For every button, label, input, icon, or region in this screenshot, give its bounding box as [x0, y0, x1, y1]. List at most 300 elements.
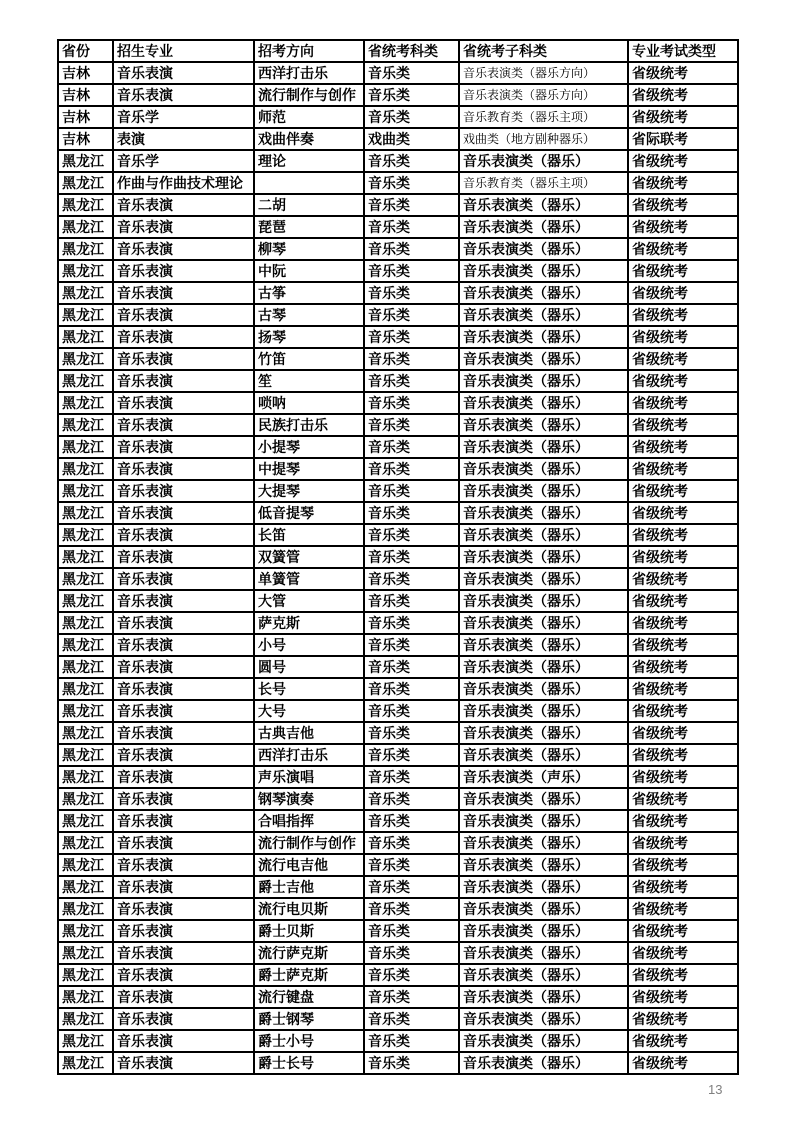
table-row	[58, 216, 738, 238]
table-row	[58, 1030, 738, 1052]
cell-province: 黑龙江	[58, 194, 113, 216]
table-row	[58, 524, 738, 546]
cell-province: 黑龙江	[58, 722, 113, 744]
cell-exam-type: 省级统考	[628, 216, 738, 238]
cell-category: 音乐类	[364, 524, 459, 546]
cell-province: 吉林	[58, 106, 113, 128]
cell-direction: 柳琴	[254, 238, 364, 260]
cell-province: 黑龙江	[58, 964, 113, 986]
cell-exam-type: 省级统考	[628, 876, 738, 898]
cell-direction: 大号	[254, 700, 364, 722]
table-row	[58, 1052, 738, 1074]
cell-province: 吉林	[58, 62, 113, 84]
cell-major: 音乐表演	[113, 810, 254, 832]
cell-exam-type: 省级统考	[628, 700, 738, 722]
table-row	[58, 788, 738, 810]
cell-province: 黑龙江	[58, 788, 113, 810]
table-row	[58, 832, 738, 854]
cell-exam-type: 省级统考	[628, 392, 738, 414]
cell-category: 音乐类	[364, 480, 459, 502]
table-row	[58, 436, 738, 458]
cell-subcategory: 音乐表演类（器乐）	[459, 1008, 628, 1030]
cell-major: 音乐表演	[113, 898, 254, 920]
cell-category: 音乐类	[364, 920, 459, 942]
cell-province: 吉林	[58, 84, 113, 106]
cell-direction: 中提琴	[254, 458, 364, 480]
cell-province: 黑龙江	[58, 436, 113, 458]
cell-province: 黑龙江	[58, 898, 113, 920]
cell-subcategory: 音乐表演类（器乐）	[459, 656, 628, 678]
cell-major: 音乐表演	[113, 1008, 254, 1030]
cell-subcategory: 音乐表演类（器乐方向）	[459, 62, 628, 84]
cell-direction: 长笛	[254, 524, 364, 546]
cell-category: 音乐类	[364, 854, 459, 876]
cell-exam-type: 省级统考	[628, 546, 738, 568]
cell-category: 音乐类	[364, 1030, 459, 1052]
cell-exam-type: 省级统考	[628, 414, 738, 436]
cell-direction: 单簧管	[254, 568, 364, 590]
cell-direction: 爵士吉他	[254, 876, 364, 898]
cell-subcategory: 音乐表演类（声乐）	[459, 766, 628, 788]
cell-major: 音乐表演	[113, 700, 254, 722]
cell-subcategory: 音乐表演类（器乐）	[459, 942, 628, 964]
table-row	[58, 876, 738, 898]
table-row	[58, 920, 738, 942]
cell-major: 音乐学	[113, 150, 254, 172]
cell-subcategory: 音乐表演类（器乐）	[459, 414, 628, 436]
cell-province: 黑龙江	[58, 370, 113, 392]
cell-major: 音乐表演	[113, 62, 254, 84]
cell-exam-type: 省级统考	[628, 458, 738, 480]
cell-subcategory: 音乐表演类（器乐）	[459, 348, 628, 370]
table-row	[58, 766, 738, 788]
cell-major: 音乐表演	[113, 480, 254, 502]
cell-province: 黑龙江	[58, 172, 113, 194]
cell-category: 音乐类	[364, 62, 459, 84]
cell-category: 音乐类	[364, 876, 459, 898]
cell-direction: 声乐演唱	[254, 766, 364, 788]
cell-exam-type: 省级统考	[628, 480, 738, 502]
cell-major: 音乐表演	[113, 260, 254, 282]
cell-major: 音乐表演	[113, 920, 254, 942]
table-row	[58, 414, 738, 436]
cell-province: 黑龙江	[58, 392, 113, 414]
cell-category: 音乐类	[364, 150, 459, 172]
table-row	[58, 634, 738, 656]
cell-major: 音乐表演	[113, 1030, 254, 1052]
cell-category: 音乐类	[364, 106, 459, 128]
cell-category: 音乐类	[364, 942, 459, 964]
cell-direction: 流行制作与创作	[254, 832, 364, 854]
table-row	[58, 722, 738, 744]
cell-major: 音乐表演	[113, 634, 254, 656]
cell-subcategory: 音乐表演类（器乐）	[459, 282, 628, 304]
table-row	[58, 282, 738, 304]
cell-exam-type: 省级统考	[628, 304, 738, 326]
table-row	[58, 568, 738, 590]
cell-province: 黑龙江	[58, 810, 113, 832]
cell-major: 音乐表演	[113, 1052, 254, 1074]
cell-exam-type: 省级统考	[628, 370, 738, 392]
cell-category: 音乐类	[364, 1052, 459, 1074]
cell-province: 黑龙江	[58, 678, 113, 700]
cell-direction: 钢琴演奏	[254, 788, 364, 810]
cell-major: 音乐表演	[113, 590, 254, 612]
cell-exam-type: 省级统考	[628, 898, 738, 920]
cell-subcategory: 音乐表演类（器乐）	[459, 722, 628, 744]
cell-province: 黑龙江	[58, 766, 113, 788]
cell-province: 黑龙江	[58, 568, 113, 590]
cell-direction	[254, 172, 364, 194]
cell-direction: 唢呐	[254, 392, 364, 414]
cell-direction: 合唱指挥	[254, 810, 364, 832]
cell-direction: 小提琴	[254, 436, 364, 458]
cell-direction: 中阮	[254, 260, 364, 282]
header-direction: 招考方向	[254, 40, 364, 62]
table-row	[58, 392, 738, 414]
cell-major: 音乐表演	[113, 216, 254, 238]
table-row	[58, 546, 738, 568]
cell-subcategory: 音乐表演类（器乐）	[459, 920, 628, 942]
cell-direction: 古典吉他	[254, 722, 364, 744]
cell-subcategory: 音乐表演类（器乐）	[459, 634, 628, 656]
cell-subcategory: 音乐表演类（器乐）	[459, 194, 628, 216]
cell-direction: 二胡	[254, 194, 364, 216]
cell-exam-type: 省级统考	[628, 832, 738, 854]
table-row	[58, 348, 738, 370]
header-exam-type: 专业考试类型	[628, 40, 738, 62]
cell-category: 音乐类	[364, 744, 459, 766]
cell-category: 音乐类	[364, 832, 459, 854]
cell-province: 黑龙江	[58, 656, 113, 678]
cell-exam-type: 省级统考	[628, 172, 738, 194]
table-row	[58, 590, 738, 612]
cell-category: 音乐类	[364, 986, 459, 1008]
cell-province: 黑龙江	[58, 326, 113, 348]
cell-province: 黑龙江	[58, 480, 113, 502]
cell-major: 音乐表演	[113, 348, 254, 370]
cell-exam-type: 省级统考	[628, 238, 738, 260]
header-subcategory: 省统考子科类	[459, 40, 628, 62]
table-row	[58, 656, 738, 678]
cell-major: 音乐表演	[113, 788, 254, 810]
cell-major: 音乐表演	[113, 282, 254, 304]
cell-exam-type: 省级统考	[628, 722, 738, 744]
cell-exam-type: 省级统考	[628, 150, 738, 172]
cell-direction: 竹笛	[254, 348, 364, 370]
cell-category: 音乐类	[364, 766, 459, 788]
cell-subcategory: 音乐表演类（器乐）	[459, 370, 628, 392]
cell-direction: 大提琴	[254, 480, 364, 502]
table-row	[58, 986, 738, 1008]
cell-province: 黑龙江	[58, 744, 113, 766]
cell-major: 音乐表演	[113, 524, 254, 546]
cell-subcategory: 音乐表演类（器乐）	[459, 788, 628, 810]
cell-major: 音乐表演	[113, 392, 254, 414]
cell-province: 黑龙江	[58, 414, 113, 436]
cell-subcategory: 音乐表演类（器乐）	[459, 986, 628, 1008]
cell-major: 音乐表演	[113, 986, 254, 1008]
cell-province: 黑龙江	[58, 1030, 113, 1052]
cell-direction: 扬琴	[254, 326, 364, 348]
header-province: 省份	[58, 40, 113, 62]
cell-exam-type: 省级统考	[628, 810, 738, 832]
cell-exam-type: 省级统考	[628, 590, 738, 612]
cell-category: 音乐类	[364, 172, 459, 194]
table-row	[58, 480, 738, 502]
table-row	[58, 260, 738, 282]
table-row	[58, 238, 738, 260]
cell-major: 音乐表演	[113, 854, 254, 876]
cell-major: 表演	[113, 128, 254, 150]
cell-exam-type: 省级统考	[628, 260, 738, 282]
cell-exam-type: 省级统考	[628, 1030, 738, 1052]
table-row	[58, 810, 738, 832]
cell-subcategory: 音乐教育类（器乐主项）	[459, 106, 628, 128]
cell-subcategory: 音乐表演类（器乐）	[459, 480, 628, 502]
cell-category: 音乐类	[364, 634, 459, 656]
table-row	[58, 458, 738, 480]
cell-province: 黑龙江	[58, 348, 113, 370]
cell-major: 音乐表演	[113, 942, 254, 964]
cell-category: 音乐类	[364, 612, 459, 634]
cell-exam-type: 省级统考	[628, 502, 738, 524]
cell-subcategory: 戏曲类（地方剧种器乐）	[459, 128, 628, 150]
cell-major: 作曲与作曲技术理论	[113, 172, 254, 194]
cell-exam-type: 省级统考	[628, 634, 738, 656]
cell-major: 音乐表演	[113, 546, 254, 568]
cell-category: 音乐类	[364, 304, 459, 326]
cell-subcategory: 音乐表演类（器乐）	[459, 326, 628, 348]
header-category: 省统考科类	[364, 40, 459, 62]
cell-major: 音乐表演	[113, 194, 254, 216]
cell-exam-type: 省级统考	[628, 1008, 738, 1030]
cell-province: 吉林	[58, 128, 113, 150]
cell-category: 音乐类	[364, 1008, 459, 1030]
cell-category: 音乐类	[364, 216, 459, 238]
cell-direction: 爵士萨克斯	[254, 964, 364, 986]
page-number: 13	[708, 1082, 723, 1097]
table-row	[58, 612, 738, 634]
cell-exam-type: 省级统考	[628, 744, 738, 766]
cell-subcategory: 音乐表演类（器乐）	[459, 436, 628, 458]
cell-category: 音乐类	[364, 788, 459, 810]
cell-direction: 西洋打击乐	[254, 62, 364, 84]
cell-subcategory: 音乐表演类（器乐）	[459, 810, 628, 832]
cell-province: 黑龙江	[58, 150, 113, 172]
header-major: 招生专业	[113, 40, 254, 62]
cell-exam-type: 省级统考	[628, 678, 738, 700]
table-row	[58, 62, 738, 84]
cell-direction: 师范	[254, 106, 364, 128]
cell-direction: 长号	[254, 678, 364, 700]
cell-subcategory: 音乐表演类（器乐）	[459, 458, 628, 480]
table-row	[58, 304, 738, 326]
cell-province: 黑龙江	[58, 238, 113, 260]
cell-province: 黑龙江	[58, 876, 113, 898]
cell-category: 音乐类	[364, 964, 459, 986]
cell-major: 音乐表演	[113, 326, 254, 348]
cell-major: 音乐表演	[113, 964, 254, 986]
cell-direction: 小号	[254, 634, 364, 656]
cell-category: 音乐类	[364, 546, 459, 568]
cell-category: 音乐类	[364, 898, 459, 920]
cell-category: 音乐类	[364, 348, 459, 370]
cell-category: 音乐类	[364, 722, 459, 744]
cell-category: 音乐类	[364, 282, 459, 304]
table-header-row	[58, 40, 738, 62]
cell-major: 音乐表演	[113, 744, 254, 766]
cell-major: 音乐表演	[113, 458, 254, 480]
cell-exam-type: 省级统考	[628, 436, 738, 458]
cell-exam-type: 省级统考	[628, 854, 738, 876]
cell-category: 音乐类	[364, 810, 459, 832]
cell-direction: 民族打击乐	[254, 414, 364, 436]
cell-major: 音乐表演	[113, 612, 254, 634]
cell-major: 音乐表演	[113, 238, 254, 260]
cell-subcategory: 音乐表演类（器乐）	[459, 832, 628, 854]
cell-province: 黑龙江	[58, 590, 113, 612]
cell-direction: 理论	[254, 150, 364, 172]
table-row	[58, 194, 738, 216]
cell-subcategory: 音乐表演类（器乐）	[459, 546, 628, 568]
cell-exam-type: 省级统考	[628, 1052, 738, 1074]
cell-exam-type: 省级统考	[628, 986, 738, 1008]
cell-province: 黑龙江	[58, 986, 113, 1008]
cell-subcategory: 音乐表演类（器乐）	[459, 502, 628, 524]
cell-category: 音乐类	[364, 590, 459, 612]
cell-major: 音乐表演	[113, 766, 254, 788]
cell-subcategory: 音乐表演类（器乐）	[459, 876, 628, 898]
cell-category: 音乐类	[364, 656, 459, 678]
cell-direction: 双簧管	[254, 546, 364, 568]
cell-subcategory: 音乐表演类（器乐）	[459, 1052, 628, 1074]
cell-major: 音乐表演	[113, 370, 254, 392]
cell-category: 音乐类	[364, 326, 459, 348]
cell-category: 音乐类	[364, 194, 459, 216]
cell-category: 戏曲类	[364, 128, 459, 150]
cell-subcategory: 音乐表演类（器乐）	[459, 898, 628, 920]
cell-major: 音乐表演	[113, 84, 254, 106]
table-row	[58, 678, 738, 700]
cell-subcategory: 音乐表演类（器乐）	[459, 216, 628, 238]
cell-exam-type: 省际联考	[628, 128, 738, 150]
cell-subcategory: 音乐表演类（器乐）	[459, 238, 628, 260]
cell-category: 音乐类	[364, 568, 459, 590]
cell-exam-type: 省级统考	[628, 964, 738, 986]
table-row	[58, 128, 738, 150]
cell-province: 黑龙江	[58, 546, 113, 568]
cell-subcategory: 音乐表演类（器乐）	[459, 744, 628, 766]
cell-exam-type: 省级统考	[628, 920, 738, 942]
cell-subcategory: 音乐表演类（器乐）	[459, 964, 628, 986]
cell-direction: 戏曲伴奏	[254, 128, 364, 150]
cell-province: 黑龙江	[58, 502, 113, 524]
cell-exam-type: 省级统考	[628, 942, 738, 964]
cell-exam-type: 省级统考	[628, 766, 738, 788]
cell-category: 音乐类	[364, 370, 459, 392]
cell-exam-type: 省级统考	[628, 282, 738, 304]
table-row	[58, 744, 738, 766]
cell-category: 音乐类	[364, 238, 459, 260]
cell-exam-type: 省级统考	[628, 326, 738, 348]
cell-major: 音乐表演	[113, 502, 254, 524]
cell-exam-type: 省级统考	[628, 84, 738, 106]
cell-province: 黑龙江	[58, 700, 113, 722]
cell-province: 黑龙江	[58, 634, 113, 656]
table-row	[58, 84, 738, 106]
cell-major: 音乐表演	[113, 568, 254, 590]
table-row	[58, 370, 738, 392]
table-row	[58, 964, 738, 986]
cell-subcategory: 音乐表演类（器乐）	[459, 590, 628, 612]
table-row	[58, 172, 738, 194]
cell-major: 音乐表演	[113, 436, 254, 458]
cell-exam-type: 省级统考	[628, 194, 738, 216]
cell-direction: 西洋打击乐	[254, 744, 364, 766]
cell-direction: 低音提琴	[254, 502, 364, 524]
cell-category: 音乐类	[364, 392, 459, 414]
cell-subcategory: 音乐表演类（器乐）	[459, 304, 628, 326]
cell-direction: 流行键盘	[254, 986, 364, 1008]
cell-category: 音乐类	[364, 502, 459, 524]
cell-subcategory: 音乐表演类（器乐）	[459, 612, 628, 634]
cell-direction: 萨克斯	[254, 612, 364, 634]
cell-exam-type: 省级统考	[628, 788, 738, 810]
table-row	[58, 700, 738, 722]
cell-direction: 流行电吉他	[254, 854, 364, 876]
cell-province: 黑龙江	[58, 304, 113, 326]
cell-major: 音乐表演	[113, 876, 254, 898]
table-row	[58, 854, 738, 876]
cell-province: 黑龙江	[58, 282, 113, 304]
cell-direction: 爵士贝斯	[254, 920, 364, 942]
table-row	[58, 150, 738, 172]
cell-subcategory: 音乐教育类（器乐主项）	[459, 172, 628, 194]
cell-direction: 大管	[254, 590, 364, 612]
cell-province: 黑龙江	[58, 854, 113, 876]
cell-category: 音乐类	[364, 436, 459, 458]
admissions-exam-table	[57, 39, 739, 1075]
cell-major: 音乐表演	[113, 722, 254, 744]
table-row	[58, 1008, 738, 1030]
cell-province: 黑龙江	[58, 1052, 113, 1074]
cell-direction: 古筝	[254, 282, 364, 304]
cell-subcategory: 音乐表演类（器乐）	[459, 150, 628, 172]
table-row	[58, 942, 738, 964]
cell-category: 音乐类	[364, 678, 459, 700]
cell-province: 黑龙江	[58, 524, 113, 546]
cell-subcategory: 音乐表演类（器乐）	[459, 524, 628, 546]
cell-subcategory: 音乐表演类（器乐）	[459, 700, 628, 722]
cell-major: 音乐表演	[113, 832, 254, 854]
cell-subcategory: 音乐表演类（器乐方向）	[459, 84, 628, 106]
cell-major: 音乐表演	[113, 656, 254, 678]
cell-exam-type: 省级统考	[628, 348, 738, 370]
cell-direction: 琵琶	[254, 216, 364, 238]
cell-direction: 笙	[254, 370, 364, 392]
cell-province: 黑龙江	[58, 942, 113, 964]
cell-direction: 爵士钢琴	[254, 1008, 364, 1030]
cell-province: 黑龙江	[58, 612, 113, 634]
cell-province: 黑龙江	[58, 458, 113, 480]
cell-subcategory: 音乐表演类（器乐）	[459, 854, 628, 876]
cell-direction: 流行萨克斯	[254, 942, 364, 964]
cell-province: 黑龙江	[58, 920, 113, 942]
cell-major: 音乐表演	[113, 414, 254, 436]
cell-subcategory: 音乐表演类（器乐）	[459, 260, 628, 282]
cell-subcategory: 音乐表演类（器乐）	[459, 392, 628, 414]
